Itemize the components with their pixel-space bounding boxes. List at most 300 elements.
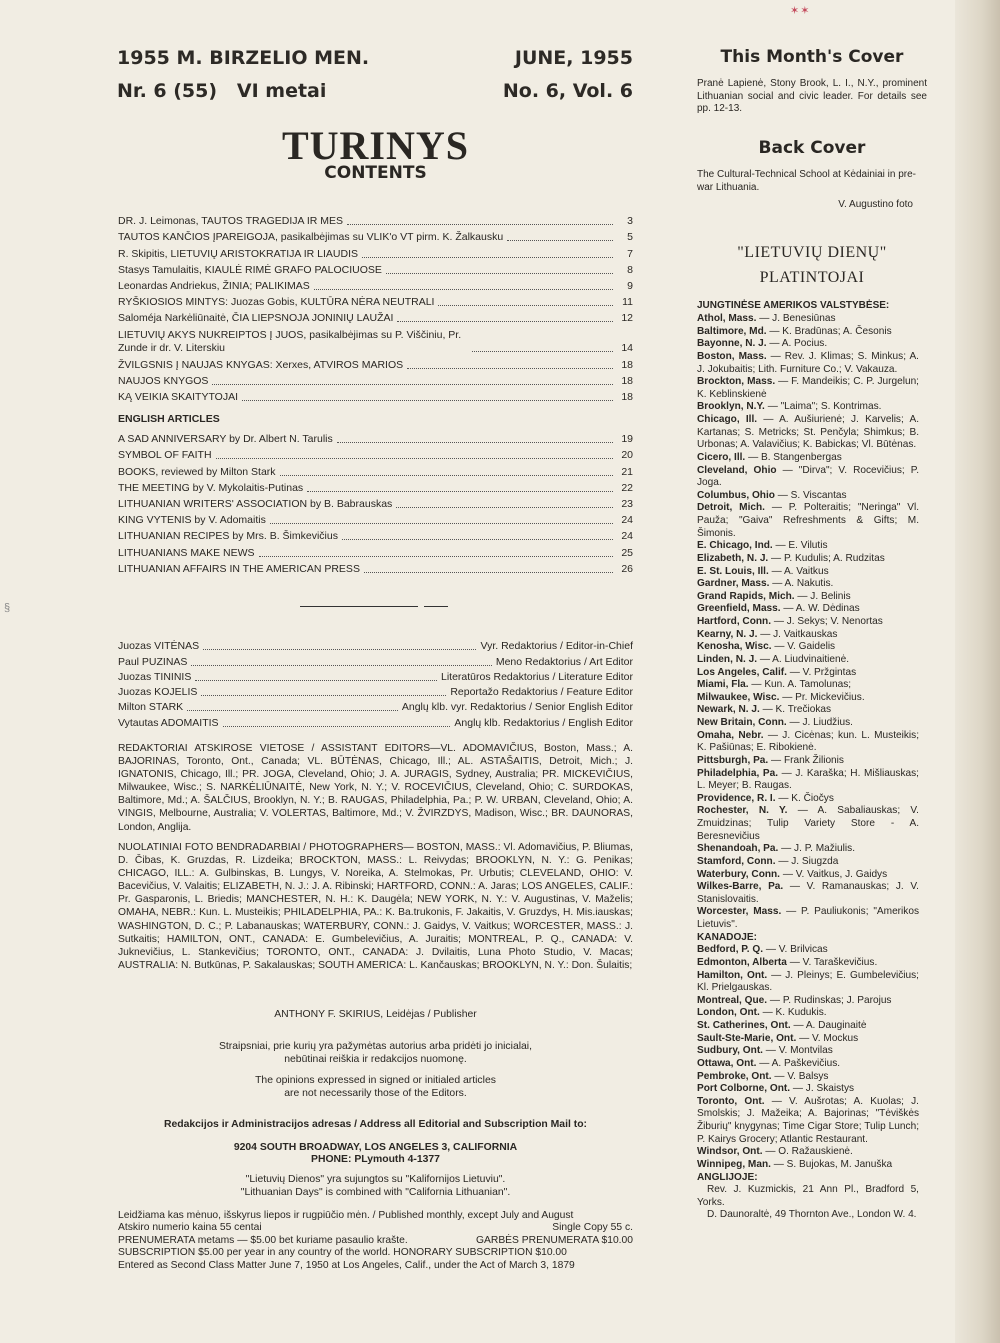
- distributor-city: Shenandoah, Pa.: [697, 843, 779, 855]
- distributor-names: — V. Balsys: [774, 1070, 829, 1082]
- distributor-names: — P. Kudulis; A. Rudzitas: [771, 552, 885, 564]
- distributor-city: Cleveland, Ohio: [697, 464, 777, 476]
- issue-date-lt: 1955 M. BIRZELIO MEN.: [117, 47, 370, 69]
- distributor-city: St. Catherines, Ont.: [697, 1020, 791, 1031]
- distributor-city: Elizabeth, N. J.: [697, 552, 769, 564]
- toc-entry-title: LITHUANIAN RECIPES by Mrs. B. Šimkevičius: [118, 530, 338, 543]
- distributor-entry: [697, 313, 919, 326]
- distributor-names: — J. Cicėnas; kun. L. Musteikis; K. Pašiūnas; E. Ribokienė.: [697, 729, 919, 754]
- toc-entry-page: 14: [621, 342, 633, 355]
- toc-entry-page: 18: [621, 390, 633, 403]
- back-cover-heading: Back Cover: [758, 138, 866, 158]
- toc-entry-title: Stasys Tamulaitis, KIAULĖ RIMĖ GRAFO PALOCIUOSE: [118, 263, 382, 276]
- phone-number: PHONE: PLymouth 4-1377: [311, 1154, 440, 1165]
- leader-dots: [270, 523, 613, 524]
- distributor-entry: [697, 591, 919, 604]
- distributor-city: Wilkes-Barre, Pa.: [697, 881, 784, 893]
- distributor-city: Chicago, Ill.: [697, 414, 758, 425]
- distributor-city: Edmonton, Alberta: [697, 956, 787, 968]
- distributor-city: Grand Rapids, Mich.: [697, 590, 795, 602]
- distributor-entry: [697, 401, 919, 414]
- distributor-entry: [697, 578, 919, 591]
- distributors-heading: "LIETUVIŲ DIENŲ": [737, 244, 887, 261]
- leader-dots: [201, 695, 446, 696]
- distributor-names: — "Laima"; S. Kontrimas.: [767, 401, 882, 413]
- toc-entry-title: LITHUANIAN AFFAIRS IN THE AMERICAN PRESS: [118, 562, 360, 575]
- back-cover-description: The Cultural-Technical School at Kėdainiai in pre-war Lithuania.: [697, 169, 917, 193]
- toc-entry-title: LITHUANIANS MAKE NEWS: [118, 546, 255, 559]
- distributor-entry: [697, 641, 919, 654]
- toc-entry[interactable]: [118, 372, 633, 388]
- distributor-city: Winnipeg, Man.: [697, 1158, 771, 1170]
- distributor-entry: [697, 1033, 919, 1046]
- distributor-entry: [697, 679, 919, 692]
- staff-entry: [118, 653, 633, 668]
- distributor-names: — J. P. Mažiulis.: [781, 843, 855, 855]
- distributor-entry: [697, 970, 919, 995]
- distributor-names: — A. Paškevičius.: [759, 1057, 841, 1069]
- leader-dots: [191, 665, 491, 666]
- distributor-names: — A. Aušiurienė; J. Karvelis; A. Kartanas; S. Metricks; St. Penčyla; Shimkus; B. Urbonas; A. Valavičius; K. Babickas; Vl. Būtėnas.: [697, 414, 919, 451]
- distributor-entry: [697, 730, 919, 755]
- distributor-city: Newark, N. J.: [697, 704, 760, 716]
- toc-entry[interactable]: [118, 495, 633, 511]
- toc-entry[interactable]: [118, 527, 633, 543]
- staff-entry: [118, 714, 633, 729]
- assistant-editors-paragraph: REDAKTORIAI ATSKIROSE VIETOSE / ASSISTANT EDITORS—VL. ADOMAVIČIUS, Boston, Mass.; A. BAJORINAS, Toronto, Ont., Canada; VL. BŪTĖNAS, Chicago, Ill.; AL. ASTAŠAITIS, Detroit, Mich.; J. IGNATONIS, Chicago, Ill.; PR. JOGA, Cleveland, Ohio; J. A. JURAGIS, Sydney, Australia; PR. MICKEVIČIUS, Milwaukee, Wisc.; S. NARKĖLIŪNAITĖ, New York, N. Y.; V. ROCEVIČIUS, Cleveland, Ohio; C. SURDOKAS, Baltimore, Md.; A. ŠALČIUS, Brooklyn, N. Y.; B. RAUGAS, Philadelphia, Pa.; P. W. URBAN, Cleveland, Ohio; A. VINGIS, Melbourne, Australia; V. VOLERTAS, Baltimore, Md.; V. ŽVIRZDYS, Madison, Wisc.; BR. DAUNORAS, London, Anglija.: [118, 743, 633, 833]
- distributor-entry: [697, 881, 919, 906]
- publisher-line: ANTHONY F. SKIRIUS, Leidėjas / Publisher: [274, 1009, 477, 1020]
- contents-english-list: [118, 430, 633, 576]
- staff-role: Anglų klb. vyr. Redaktorius / Senior English Editor: [401, 701, 633, 714]
- section-divider-short: [424, 606, 448, 607]
- distributor-entry: [697, 1159, 919, 1172]
- staff-role: Meno Redaktorius / Art Editor: [495, 655, 633, 668]
- distributor-city: E. Chicago, Ind.: [697, 540, 773, 552]
- distributor-names: — P. Polteraitis; "Neringa" Vl. Pauža; "Gaiva" Refreshments & Gifts; M. Šimonis.: [697, 502, 919, 539]
- leader-dots: [386, 273, 613, 274]
- distributor-entry: [697, 906, 919, 931]
- toc-entry-title: Leonardas Andriekus, ŽINIA; PALIKIMAS: [118, 279, 310, 292]
- toc-entry[interactable]: [118, 430, 633, 446]
- staff-name: Juozas VITĖNAS: [118, 640, 200, 653]
- distributor-names: — V. Mockus: [799, 1032, 859, 1044]
- staff-name: Paul PUZINAS: [118, 655, 188, 668]
- toc-entry-page: 3: [627, 215, 633, 228]
- distributor-names: — A. Sabaliauskas; V. Zmuidzinas; Tulip Variety Store - A. Beresnevičius: [697, 805, 919, 842]
- distributor-names: — K. Bradūnas; A. Česonis: [769, 325, 892, 337]
- staff-entry: [118, 638, 633, 653]
- staff-name: Juozas KOJELIS: [118, 686, 198, 699]
- footer-row: [118, 1222, 633, 1234]
- distributor-entry: [697, 326, 919, 339]
- disclaimer-lt-line: nebūtinai reiškia ir redakcijos nuomonę.: [284, 1054, 467, 1065]
- distributor-city: Kenosha, Wisc.: [697, 641, 772, 653]
- distributor-entry: [697, 1146, 919, 1159]
- distributor-names: — Rev. J. Klimas; S. Minkus; A. J. Jokubaitis; Lith. Furniture Co.; V. Vakauza.: [697, 350, 919, 375]
- distributor-names: — O. Ražauskienė.: [765, 1146, 853, 1158]
- distributor-names: — A. W. Dėdinas: [783, 603, 860, 615]
- toc-entry[interactable]: [118, 277, 633, 293]
- leader-dots: [195, 680, 437, 681]
- footer-row: [118, 1235, 633, 1247]
- toc-entry-page: 19: [621, 433, 633, 446]
- distributor-entry: [697, 616, 919, 629]
- distributor-city: Milwaukee, Wisc.: [697, 691, 780, 703]
- england-heading: ANGLIJOJE:: [697, 1171, 758, 1183]
- distributor-city: Greenfield, Mass.: [697, 603, 781, 615]
- distributor-names: — A. Dauginaitė: [793, 1020, 867, 1031]
- staff-name: Juozas TININIS: [118, 670, 192, 683]
- toc-entry-title: KING VYTENIS by V. Adomaitis: [118, 514, 266, 527]
- leader-dots: [242, 400, 613, 401]
- leader-dots: [362, 257, 613, 258]
- distributor-names: — V. Aušrotas; A. Kuolas; J. Smolskis; J. Mažeika; A. Bajorinas; "Tėviškės Žiburių" knygynas; Time Cigar Store; Tulip Lunch; P. Kairys Grocery; Atlantic Restaurant.: [697, 1095, 919, 1145]
- leader-dots: [314, 289, 613, 290]
- distributor-city: Brooklyn, N.Y.: [697, 401, 765, 413]
- distributor-names: — K. Kudukis.: [762, 1007, 827, 1019]
- disclaimer-en-line: The opinions expressed in signed or initialed articles: [255, 1075, 496, 1086]
- distributor-entry: [697, 338, 919, 351]
- distributor-entry: [697, 717, 919, 730]
- toc-entry-title: LITHUANIAN WRITERS' ASSOCIATION by B. Babrauskas: [118, 497, 393, 510]
- distributor-entry: [697, 1083, 919, 1096]
- toc-entry-page: 20: [621, 449, 633, 462]
- distributor-names: — V. Vaitkus, J. Gaidys: [782, 868, 888, 880]
- distributor-city: Cicero, Ill.: [697, 451, 746, 463]
- distributor-city: Philadelphia, Pa.: [697, 767, 779, 779]
- toc-entry-title: SYMBOL OF FAITH: [118, 449, 212, 462]
- distributor-entry: Rev. J. Kuzmickis, 21 Ann Pl., Bradford 5, Yorks.: [697, 1184, 919, 1208]
- combined-line: "Lithuanian Days" is combined with "California Lithuanian".: [240, 1187, 511, 1198]
- distributor-entry: [697, 1020, 919, 1033]
- staff-role: Anglų klb. Redaktorius / English Editor: [454, 716, 633, 729]
- leader-dots: [342, 539, 613, 540]
- toc-entry[interactable]: [118, 309, 633, 325]
- distributor-entry: [697, 944, 919, 957]
- combined-notice: [118, 1173, 633, 1199]
- distributor-names: — F. Mandeikis; C. P. Jurgelun; K. Keblinskienė: [697, 376, 919, 400]
- distributor-names: — J. Benesiūnas: [759, 313, 836, 324]
- distributor-city: E. St. Louis, Ill.: [697, 565, 769, 577]
- distributor-city: Bayonne, N. J.: [697, 338, 767, 350]
- issue-number-en: No. 6, Vol. 6: [502, 80, 633, 102]
- distributor-names: — "Dirva"; V. Rocevičius; P. Joga.: [697, 464, 920, 489]
- distributor-entry: [697, 351, 919, 376]
- disclaimer-lt-line: Straipsniai, prie kurių yra pažymėtas autorius arba pridėti jo inicialai,: [218, 1041, 533, 1052]
- toc-entry-title: KĄ VEIKIA SKAITYTOJAI: [118, 390, 239, 403]
- staff-role: Vyr. Redaktorius / Editor-in-Chief: [480, 640, 633, 653]
- distributor-city: Rochester, N. Y.: [697, 805, 788, 817]
- distributor-entry: [697, 502, 919, 540]
- distributor-entry: [697, 1071, 919, 1084]
- distributor-entry: [697, 768, 919, 793]
- distributor-city: Miami, Fla.: [697, 679, 749, 691]
- toc-entry-page: 23: [621, 497, 633, 510]
- distributor-entry: [697, 1007, 919, 1020]
- contents-lithuanian-list: [118, 212, 633, 404]
- disclaimer-en: [118, 1074, 633, 1100]
- distributor-city: Boston, Mass.: [697, 350, 767, 362]
- toc-entry[interactable]: [118, 228, 633, 244]
- distributor-entry: [697, 452, 919, 465]
- distributor-entry: [697, 667, 919, 680]
- distributor-city: Pittsburgh, Pa.: [697, 754, 769, 766]
- disclaimer-lt: [118, 1040, 633, 1066]
- page-edge-shadow: [955, 0, 1000, 1343]
- toc-entry-page: 26: [621, 562, 633, 575]
- leader-dots: [223, 726, 451, 727]
- toc-entry-title: BOOKS, reviewed by Milton Stark: [118, 465, 276, 478]
- distributor-names: — K. Čiočys: [778, 792, 834, 804]
- distributor-entry: [697, 692, 919, 705]
- staff-role: Reportažo Redaktorius / Feature Editor: [450, 686, 633, 699]
- distributor-city: Hamilton, Ont.: [697, 969, 768, 981]
- toc-entry[interactable]: [118, 446, 633, 462]
- distributor-entry: [697, 793, 919, 806]
- combined-line: "Lietuvių Dienos" yra sujungtos su "Kalifornijos Lietuviu".: [245, 1174, 506, 1185]
- toc-entry[interactable]: [118, 261, 633, 277]
- distributor-names: — J. Vaitkauskas: [760, 628, 838, 640]
- footer-line: Single Copy 55 c.: [552, 1222, 633, 1234]
- leader-dots: [397, 321, 613, 322]
- distributor-entry: [697, 869, 919, 882]
- leader-dots: [280, 475, 613, 476]
- footer-line: GARBĖS PRENUMERATA $10.00: [476, 1234, 633, 1246]
- footer-line: Atskiro numerio kaina 55 centai: [118, 1222, 262, 1234]
- toc-entry[interactable]: [118, 355, 633, 371]
- distributor-entry: [697, 553, 919, 566]
- cover-heading: This Month's Cover: [720, 47, 904, 67]
- leader-dots: [212, 384, 613, 385]
- leader-dots: [307, 491, 613, 492]
- distributor-entry: [697, 654, 919, 667]
- distributor-city: Pembroke, Ont.: [697, 1070, 772, 1082]
- distributor-city: Worcester, Mass.: [697, 906, 782, 918]
- distributor-names: — A. Nakutis.: [772, 578, 834, 590]
- distributor-names: — J. Belinis: [797, 590, 851, 602]
- distributor-city: Brockton, Mass.: [697, 376, 776, 388]
- contents-title: TURINYS: [281, 123, 470, 168]
- toc-entry-page: 21: [621, 465, 633, 478]
- ink-stamp-mark: ✶✶: [790, 5, 811, 17]
- distributor-entry: [697, 566, 919, 579]
- distributor-names: — A. Pocius.: [769, 338, 828, 350]
- leader-dots: [259, 556, 613, 557]
- leader-dots: [507, 240, 613, 241]
- distributor-city: London, Ont.: [697, 1007, 760, 1019]
- distributor-names: — B. Stangenbergas: [748, 451, 842, 463]
- toc-entry[interactable]: [118, 325, 633, 355]
- distributor-entry: [697, 957, 919, 970]
- distributor-names: — Frank Žilionis: [771, 754, 844, 766]
- toc-entry-page: 5: [627, 231, 633, 244]
- distributor-names: — V. Taraškevičius.: [789, 956, 878, 968]
- distributor-entry: [697, 755, 919, 768]
- distributor-city: Gardner, Mass.: [697, 578, 770, 590]
- toc-entry[interactable]: [118, 479, 633, 495]
- toc-entry-page: 12: [621, 312, 633, 325]
- distributor-city: Sudbury, Ont.: [697, 1045, 763, 1057]
- distributor-names: — J. Pleinys; E. Gumbelevičius; Kl. Prielgauskas.: [697, 969, 919, 994]
- staff-entry: [118, 699, 633, 714]
- distributor-city: Columbus, Ohio: [697, 489, 775, 501]
- distributor-names: — E. Vilutis: [775, 540, 828, 552]
- distributor-entry: [697, 414, 919, 452]
- toc-entry-title: THE MEETING by V. Mykolaitis-Putinas: [118, 481, 304, 494]
- leader-dots: [187, 710, 398, 711]
- distributor-city: Omaha, Nebr.: [697, 729, 764, 741]
- distributor-city: Montreal, Que.: [697, 994, 768, 1006]
- distributor-city: Providence, R. I.: [697, 792, 776, 804]
- toc-entry-title: Saloméja Narkėliūnaitė, ČIA LIEPSNOJA JONINIŲ LAUŽAI: [118, 312, 394, 325]
- toc-entry-page: 24: [621, 514, 633, 527]
- distributors-subheading: PLATINTOJAI: [759, 269, 865, 286]
- distributor-names: — J. Sekys; V. Nenortas: [773, 616, 883, 627]
- toc-entry-title: TAUTOS KANČIOS ĮPAREIGOJA, pasikalbėjimas su VLIK'o VT pirm. K. Žalkausku: [118, 231, 504, 244]
- binding-mark: §: [4, 602, 11, 614]
- distributor-city: Port Colborne, Ont.: [697, 1083, 791, 1095]
- staff-role: Literatūros Redaktorius / Literature Editor: [440, 670, 633, 683]
- toc-entry-title: ŽVILGSNIS Į NAUJAS KNYGAS: Xerxes, ATVIROS MARIOS: [118, 358, 404, 371]
- distributor-city: Linden, N. J.: [697, 653, 758, 665]
- distributor-names: — J. Liudžius.: [789, 717, 853, 728]
- toc-entry-page: 9: [627, 279, 633, 292]
- distributor-names: — J. Karaška; H. Mišliauskas; L. Meyer; B. Raugas.: [697, 767, 919, 792]
- canada-heading: KANADOJE:: [697, 931, 758, 943]
- usa-heading: JUNGTINĖSE AMERIKOS VALSTYBĖSE:: [697, 300, 890, 311]
- distributor-names: — J. Siugzda: [778, 855, 839, 867]
- toc-entry-page: 18: [621, 358, 633, 371]
- distributor-names: — Kun. A. Tamolunas;: [751, 679, 852, 691]
- toc-entry-title: A SAD ANNIVERSARY by Dr. Albert N. Tarulis: [118, 433, 333, 446]
- section-divider: [300, 606, 418, 607]
- leader-dots: [472, 351, 613, 352]
- disclaimer-en-line: are not necessarily those of the Editors.: [284, 1088, 467, 1099]
- footer-line: SUBSCRIPTION $5.00 per year in any country of the world. HONORARY SUBSCRIPTION $10.00: [118, 1247, 567, 1259]
- distributor-city: Hartford, Conn.: [697, 616, 772, 627]
- toc-entry-title: RYŠKIOSIOS MINTYS: Juozas Gobis, KULTŪRA NĖRA NEUTRALI: [118, 296, 435, 309]
- photo-credit: V. Augustino foto: [838, 199, 913, 210]
- distributor-names: — V. Gaidelis: [774, 641, 836, 653]
- toc-entry[interactable]: [118, 388, 633, 404]
- leader-dots: [337, 442, 613, 443]
- distributor-names: — V. Montvilas: [765, 1045, 833, 1057]
- distributor-names: — P. Rudinskas; J. Parojus: [769, 994, 892, 1006]
- distributor-entry: [697, 465, 919, 490]
- distributor-names: — J. Skaistys: [792, 1083, 855, 1095]
- distributor-names: — S. Viscantas: [777, 489, 847, 501]
- leader-dots: [396, 507, 613, 508]
- distributor-city: Toronto, Ont.: [697, 1095, 765, 1107]
- distributor-city: Los Angeles, Calif.: [697, 666, 787, 678]
- distributors-list: [697, 313, 919, 1222]
- distributor-city: Athol, Mass.: [697, 313, 757, 324]
- toc-entry-page: 24: [621, 530, 633, 543]
- subscription-footer: [118, 1210, 633, 1272]
- toc-entry-page: 8: [627, 263, 633, 276]
- footer-line: Leidžiama kas mėnuo, išskyrus liepos ir rugpiūčio mėn. / Published monthly, except July and August: [118, 1210, 574, 1221]
- footer-line: Entered as Second Class Matter June 7, 1950 at Los Angeles, Calif., under the Act of March 3, 1879: [118, 1259, 575, 1271]
- leader-dots: [216, 458, 613, 459]
- mailing-address: 9204 SOUTH BROADWAY, LOS ANGELES 3, CALIFORNIA: [233, 1142, 518, 1153]
- distributor-names: — Pr. Mickevičius.: [782, 691, 865, 703]
- distributor-names: — A. Vaitkus: [771, 565, 829, 577]
- toc-entry-page: 11: [622, 296, 633, 309]
- toc-entry-page: 18: [621, 374, 633, 387]
- distributor-entry: [697, 1096, 919, 1147]
- distributor-entry: [697, 376, 919, 401]
- distributor-names: — A. Liudvinaitienė.: [759, 653, 850, 665]
- distributor-entry: [697, 843, 919, 856]
- toc-entry[interactable]: [118, 212, 633, 228]
- distributor-city: New Britain, Conn.: [697, 717, 787, 728]
- leader-dots: [364, 572, 613, 573]
- distributor-entry: [697, 1045, 919, 1058]
- distributor-city: Stamford, Conn.: [697, 855, 776, 867]
- leader-dots: [438, 305, 613, 306]
- distributor-entry: [697, 1058, 919, 1071]
- toc-entry-page: 22: [621, 481, 633, 494]
- distributor-entry: [697, 995, 919, 1008]
- toc-entry-title: LIETUVIŲ AKYS NUKREIPTOS Į JUOS, pasikalbėjimas su P. Viščiniu, Pr. Zunde ir dr. V. Literskiu: [118, 329, 462, 355]
- distributor-entry: [697, 856, 919, 869]
- toc-entry-page: 25: [621, 546, 633, 559]
- toc-entry[interactable]: [118, 511, 633, 527]
- photographers-paragraph: NUOLATINIAI FOTO BENDRADARBIAI / PHOTOGRAPHERS— BOSTON, MASS.: Vl. Adomavičius, P. Bliumas, D. Čibas, K. Gruzdas, R. Lizdeika; BROCKTON, MASS.: L. Reivydas; BROOKLYN, N. Y.: G. Penikas; CHICAGO, ILL.: A. Gulbinskas, B. Lungys, V. Noreika, A. Stelmokas, Pr. Urbutis; CLEVELAND, OHIO: V. Bacevičius, V. Valaitis; ELIZABETH, N. J.: J. A. Ribinski; HARTFORD, CONN.: A. Jaras; LOS ANGELES, CALIF.: Pr. Gasparonis, L. Briedis; MANCHESTER, N. H.: K. Daugėla; NEW YORK, N. Y.: V. Augustinas, V. Maželis; OMAHA, NEBR.: Kun. L. Musteikis; PHILADELPHIA, PA.: K. Ba.trukonis, F. Jakaitis, V. Gruzdys, H. Mis.iauskas; WASHINGTON, D. C.; P. Labanauskas; WATERBURY, CONN.: J. Gaidys, V. Vaitkus; WORCESTER, MASS.: J. Sutkaitis; HAMILTON, ONT., CANADA: E. Gumbelevičius, A. Juraitis; MONTREAL, P. Q., CANADA: V. Juknevičius, L. Stankevičius; TORONTO, ONT., CANADA: J. Dvilaitis, Luna Photo Studio, V. Macas; AUSTRALIA: N. Butkūnas, P. Sakalauskas; SOUTH AMERICA: L. Kančauskas; BROOKLYN, N. Y.: Don. Šulaitis;: [118, 842, 633, 971]
- footer-line: PRENUMERATA metams — $5.00 bet kuriame pasaulio krašte.: [118, 1234, 408, 1246]
- toc-entry-title: NAUJOS KNYGOS: [118, 374, 209, 387]
- leader-dots: [203, 649, 476, 650]
- leader-dots: [347, 224, 613, 225]
- distributor-names: — K. Trečiokas: [762, 704, 832, 716]
- distributor-names: — V. Ramanauskas; J. V. Stanislovaitis.: [697, 881, 919, 905]
- issue-number-lt: Nr. 6 (55) VI metai: [117, 80, 327, 102]
- staff-name: Milton STARK: [118, 701, 184, 714]
- distributor-entry: [697, 704, 919, 717]
- distributor-entry: [697, 805, 919, 843]
- toc-entry[interactable]: [118, 543, 633, 559]
- leader-dots: [407, 368, 613, 369]
- address-heading: Redakcijos ir Administracijos adresas / Address all Editorial and Subscription Mail to:: [163, 1119, 588, 1130]
- contents-subtitle: CONTENTS: [324, 163, 427, 183]
- distributor-entry: D. Daunoraltė, 49 Thornton Ave., London W. 4.: [707, 1209, 917, 1221]
- toc-entry[interactable]: [118, 293, 633, 309]
- toc-entry-title: R. Skipitis, LIETUVIŲ ARISTOKRATIJA IR LIAUDIS: [118, 247, 359, 260]
- toc-entry[interactable]: [118, 244, 633, 260]
- toc-entry-title: DR. J. Leimonas, TAUTOS TRAGEDIJA IR MES: [118, 215, 344, 228]
- toc-entry[interactable]: [118, 560, 633, 576]
- distributor-entry: [697, 540, 919, 553]
- toc-entry-page: 7: [627, 247, 633, 260]
- distributor-city: Waterbury, Conn.: [697, 868, 780, 880]
- staff-name: Vytautas ADOMAITIS: [118, 716, 219, 729]
- editorial-staff-list: [118, 638, 633, 730]
- staff-entry: [118, 669, 633, 684]
- distributor-entry: [697, 629, 919, 642]
- distributor-city: Bedford, P. Q.: [697, 944, 763, 956]
- distributor-city: Windsor, Ont.: [697, 1146, 763, 1158]
- distributor-city: Baltimore, Md.: [697, 325, 767, 337]
- cover-description: Pranė Lapienė, Stony Brook, L. I., N.Y., prominent Lithuanian social and civic leader. For details see pp. 12-13.: [697, 78, 927, 114]
- toc-entry[interactable]: [118, 462, 633, 478]
- distributor-city: Sault-Ste-Marie, Ont.: [697, 1032, 797, 1044]
- distributor-entry: [697, 490, 919, 503]
- distributor-entry: [697, 603, 919, 616]
- distributor-city: Kearny, N. J.: [697, 628, 758, 640]
- distributor-city: Ottawa, Ont.: [697, 1057, 757, 1069]
- distributor-names: — V. Brilvicas: [765, 944, 828, 956]
